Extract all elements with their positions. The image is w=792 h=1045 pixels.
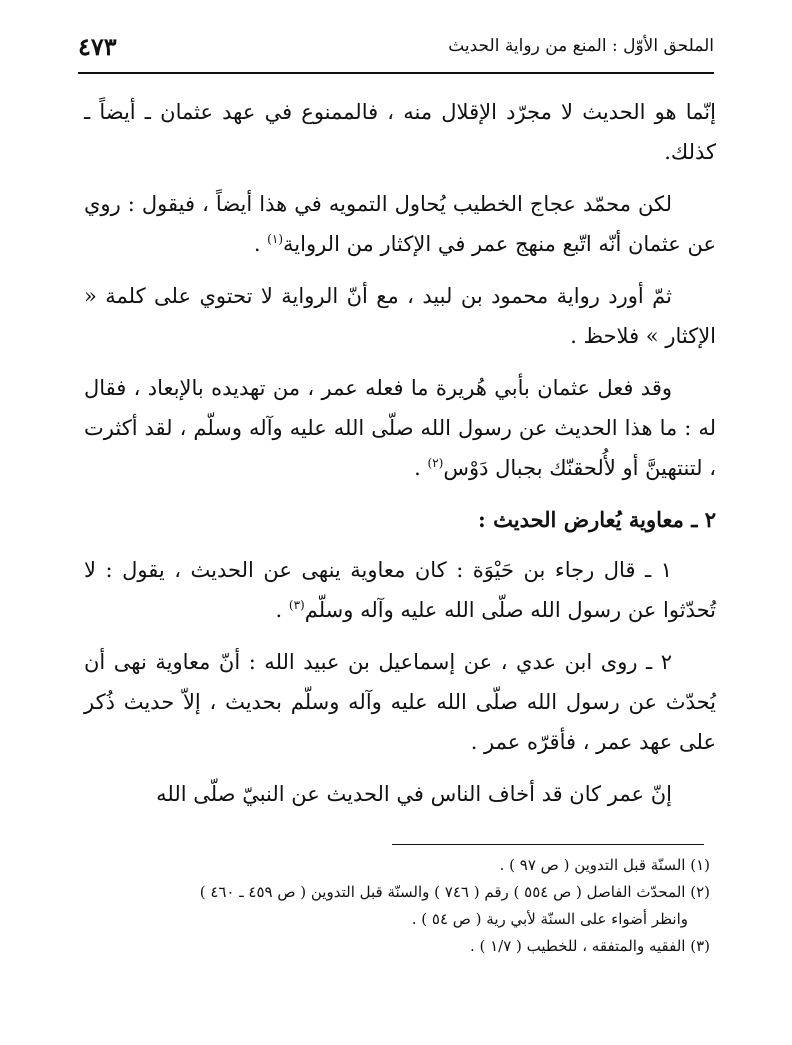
- paragraph-2-end: .: [253, 232, 268, 256]
- page-header: [78, 30, 714, 70]
- paragraph-2-text: لكن محمّد عجاج الخطيب يُحاول التمويه في هذا أيضاً ، فيقول : روي عن عثمان أنّه اتّبع منهج عمر في الإكثار من الرواية: [84, 192, 716, 256]
- main-text: [84, 92, 716, 826]
- paragraph-5-end: .: [275, 598, 289, 622]
- header-divider: [78, 72, 714, 74]
- footnotes: [84, 852, 710, 960]
- paragraph-5-text: ١ ـ قال رجاء بن حَيْوَة : كان معاوية ينهى عن الحديث ، يقول : لا تُحدّثوا عن رسول الله صلّى الله عليه وآله وسلّم: [84, 558, 716, 622]
- page-number: ٤٧٣: [78, 32, 117, 61]
- running-head: الملحق الأوّل : المنع من رواية الحديث: [448, 36, 714, 56]
- footnote-ref-1: (١): [267, 232, 283, 246]
- paragraph-4-end: .: [414, 456, 428, 480]
- footnote-3: (٣) الفقيه والمتفقه ، للخطيب ( ١/٧ ) .: [469, 937, 710, 955]
- footnote-ref-3: (٣): [288, 598, 305, 612]
- footnote-1: (١) السنّة قبل التدوين ( ص ٩٧ ) .: [499, 856, 710, 874]
- paragraph-6: ٢ ـ روى ابن عدي ، عن إسماعيل بن عبيد الله : أنّ معاوية نهى أن يُحدّث عن رسول الله صلّى الله عليه وآله وسلّم بحديث ، إلاّ حديث ذُكر على عهد عمر ، فأقرّه عمر .: [84, 650, 716, 754]
- footnote-ref-2: (٢): [427, 456, 444, 470]
- paragraph-2: [84, 184, 716, 264]
- paragraph-4-text: وقد فعل عثمان بأبي هُريرة ما فعله عمر ، من تهديده بالإبعاد ، فقال له : ما هذا الحديث عن رسول الله صلّى الله عليه وآله وسلّم ، لقد أكثرت ، لتنتهينَّ أو لأُلحقنّك بجبال دَوْس: [84, 376, 716, 480]
- paragraph-4: [84, 368, 716, 488]
- paragraph-1: إنّما هو الحديث لا مجرّد الإقلال منه ، فالممنوع في عهد عثمان ـ أيضاً ـ كذلك.: [84, 100, 716, 164]
- footnote-2: (٢) المحدّث الفاصل ( ص ٥٥٤ ) رقم ( ٧٤٦ ) والسنّة قبل التدوين ( ص ٤٥٩ ـ ٤٦٠ ): [199, 883, 710, 901]
- footnote-2-continued: وانظر أضواء على السنّة لأبي رية ( ص ٥٤ ) .: [411, 910, 688, 928]
- paragraph-3: ثمّ أورد رواية محمود بن لبيد ، مع أنّ الرواية لا تحتوي على كلمة « الإكثار » فلاحظ .: [84, 284, 716, 348]
- section-heading: ٢ ـ معاوية يُعارض الحديث :: [478, 507, 716, 532]
- paragraph-5: [84, 550, 716, 630]
- paragraph-7: إنّ عمر كان قد أخاف الناس في الحديث عن النبيّ صلّى الله: [156, 782, 672, 806]
- footnote-divider: [392, 844, 704, 845]
